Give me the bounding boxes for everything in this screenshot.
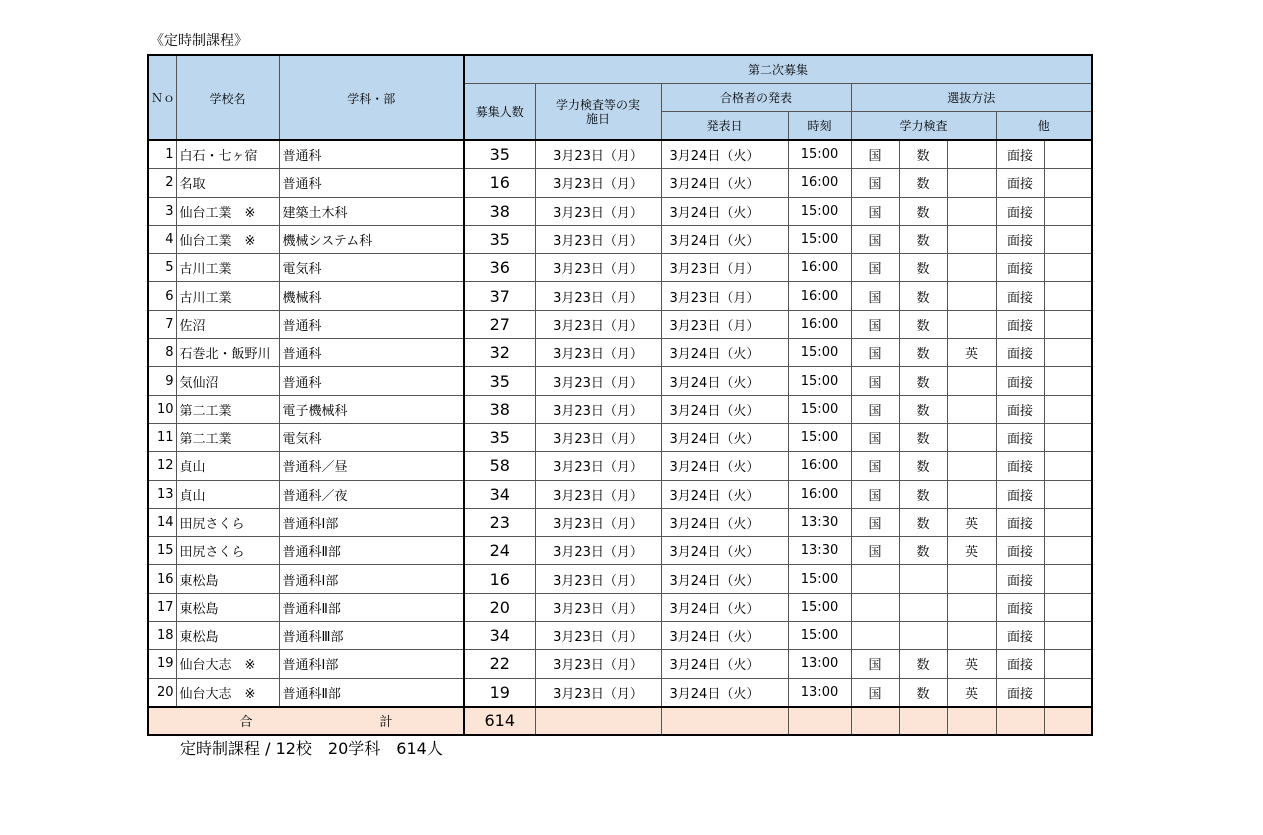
other-method: 面接: [996, 395, 1044, 423]
school-name: 名取: [176, 169, 279, 197]
empty-cell: [1044, 169, 1092, 197]
table-row: [148, 593, 1092, 621]
row-no: 20: [148, 678, 176, 707]
subject-english: [947, 565, 996, 593]
other-method: 面接: [996, 339, 1044, 367]
subject-math: 数: [899, 225, 947, 253]
capacity: 16: [464, 565, 535, 593]
empty-cell: [661, 707, 788, 735]
row-no: 14: [148, 508, 176, 536]
announce-date: 3月24日（火）: [661, 395, 788, 423]
table-row: [148, 480, 1092, 508]
capacity: 35: [464, 225, 535, 253]
announce-time: 15:00: [788, 593, 851, 621]
department: 電気科: [279, 423, 464, 451]
empty-cell: [1044, 423, 1092, 451]
other-method: 面接: [996, 225, 1044, 253]
row-no: 6: [148, 282, 176, 310]
subject-english: [947, 254, 996, 282]
exam-date: 3月23日（月）: [535, 310, 661, 338]
subject-english: [947, 169, 996, 197]
school-name: 貞山: [176, 452, 279, 480]
other-method: 面接: [996, 622, 1044, 650]
subject-japanese: 国: [851, 537, 899, 565]
department: 機械科: [279, 282, 464, 310]
table-row: [148, 197, 1092, 225]
school-name: 佐沼: [176, 310, 279, 338]
subject-japanese: [851, 565, 899, 593]
capacity: 35: [464, 140, 535, 169]
capacity: 27: [464, 310, 535, 338]
other-method: 面接: [996, 254, 1044, 282]
subject-english: [947, 367, 996, 395]
subject-english: [947, 622, 996, 650]
subject-math: [899, 622, 947, 650]
announce-time: 16:00: [788, 452, 851, 480]
empty-cell: [1044, 480, 1092, 508]
subject-japanese: 国: [851, 282, 899, 310]
empty-cell: [1044, 593, 1092, 621]
section-title: 《定時制課程》: [150, 33, 248, 49]
subject-math: 数: [899, 537, 947, 565]
subject-math: 数: [899, 197, 947, 225]
announce-date: 3月24日（火）: [661, 197, 788, 225]
table-row: [148, 622, 1092, 650]
subject-japanese: 国: [851, 339, 899, 367]
table-row: [148, 508, 1092, 536]
subject-math: 数: [899, 169, 947, 197]
subject-japanese: 国: [851, 480, 899, 508]
total-row: [148, 707, 1092, 735]
header-academic-exam: 学力検査: [851, 112, 996, 141]
row-no: 17: [148, 593, 176, 621]
subject-math: 数: [899, 339, 947, 367]
subject-math: 数: [899, 140, 947, 169]
empty-cell: [1044, 140, 1092, 169]
capacity: 22: [464, 650, 535, 678]
subject-english: 英: [947, 537, 996, 565]
empty-cell: [788, 707, 851, 735]
header-selection-method: 選抜方法: [851, 84, 1092, 112]
row-no: 11: [148, 423, 176, 451]
subject-japanese: 国: [851, 367, 899, 395]
announce-time: 15:00: [788, 225, 851, 253]
empty-cell: [1044, 537, 1092, 565]
exam-date: 3月23日（月）: [535, 367, 661, 395]
exam-date: 3月23日（月）: [535, 480, 661, 508]
subject-english: [947, 452, 996, 480]
capacity: 38: [464, 395, 535, 423]
other-method: 面接: [996, 678, 1044, 707]
school-name: 仙台工業 ※: [176, 225, 279, 253]
announce-time: 16:00: [788, 254, 851, 282]
capacity: 34: [464, 622, 535, 650]
department: 普通科Ⅱ部: [279, 537, 464, 565]
subject-math: 数: [899, 310, 947, 338]
capacity: 32: [464, 339, 535, 367]
header-other: 他: [996, 112, 1092, 141]
announce-date: 3月24日（火）: [661, 678, 788, 707]
school-name: 古川工業: [176, 282, 279, 310]
other-method: 面接: [996, 537, 1044, 565]
row-no: 7: [148, 310, 176, 338]
announce-date: 3月24日（火）: [661, 140, 788, 169]
department: 普通科: [279, 169, 464, 197]
capacity: 36: [464, 254, 535, 282]
school-name: 第二工業: [176, 395, 279, 423]
exam-date: 3月23日（月）: [535, 678, 661, 707]
capacity: 37: [464, 282, 535, 310]
subject-japanese: [851, 622, 899, 650]
subject-japanese: 国: [851, 310, 899, 338]
department: 普通科Ⅲ部: [279, 622, 464, 650]
row-no: 9: [148, 367, 176, 395]
school-name: 田尻さくら: [176, 537, 279, 565]
subject-math: 数: [899, 423, 947, 451]
row-no: 16: [148, 565, 176, 593]
empty-cell: [1044, 650, 1092, 678]
row-no: 12: [148, 452, 176, 480]
row-no: 10: [148, 395, 176, 423]
subject-math: 数: [899, 395, 947, 423]
recruitment-table: [147, 54, 1093, 736]
announce-date: 3月24日（火）: [661, 593, 788, 621]
empty-cell: [1044, 225, 1092, 253]
announce-date: 3月24日（火）: [661, 339, 788, 367]
subject-math: [899, 593, 947, 621]
exam-date: 3月23日（月）: [535, 423, 661, 451]
exam-date: 3月23日（月）: [535, 254, 661, 282]
empty-cell: [899, 707, 947, 735]
table-row: [148, 225, 1092, 253]
subject-math: 数: [899, 508, 947, 536]
subject-english: [947, 310, 996, 338]
capacity: 20: [464, 593, 535, 621]
capacity: 16: [464, 169, 535, 197]
exam-date: 3月23日（月）: [535, 225, 661, 253]
announce-time: 13:00: [788, 678, 851, 707]
table-row: [148, 678, 1092, 707]
table-row: [148, 339, 1092, 367]
announce-date: 3月24日（火）: [661, 225, 788, 253]
other-method: 面接: [996, 508, 1044, 536]
table-row: [148, 565, 1092, 593]
other-method: 面接: [996, 169, 1044, 197]
school-name: 貞山: [176, 480, 279, 508]
exam-date: 3月23日（月）: [535, 593, 661, 621]
subject-english: [947, 225, 996, 253]
other-method: 面接: [996, 140, 1044, 169]
department: 普通科／昼: [279, 452, 464, 480]
department: 普通科／夜: [279, 480, 464, 508]
summary-text: 定時制課程 / 12校 20学科 614人: [180, 739, 443, 758]
subject-english: [947, 423, 996, 451]
capacity: 24: [464, 537, 535, 565]
school-name: 古川工業: [176, 254, 279, 282]
other-method: 面接: [996, 565, 1044, 593]
subject-math: 数: [899, 678, 947, 707]
school-name: 石巻北・飯野川: [176, 339, 279, 367]
exam-date: 3月23日（月）: [535, 169, 661, 197]
table-row: [148, 310, 1092, 338]
department: 普通科: [279, 310, 464, 338]
department: 普通科Ⅱ部: [279, 678, 464, 707]
department: 普通科: [279, 140, 464, 169]
row-no: 15: [148, 537, 176, 565]
announce-time: 16:00: [788, 282, 851, 310]
subject-math: 数: [899, 452, 947, 480]
announce-date: 3月24日（火）: [661, 565, 788, 593]
header-no: Ｎｏ: [148, 55, 176, 140]
announce-date: 3月24日（火）: [661, 452, 788, 480]
row-no: 5: [148, 254, 176, 282]
capacity: 23: [464, 508, 535, 536]
subject-math: 数: [899, 650, 947, 678]
subject-japanese: [851, 593, 899, 621]
subject-english: [947, 282, 996, 310]
school-name: 白石・七ヶ宿: [176, 140, 279, 169]
department: 普通科: [279, 367, 464, 395]
empty-cell: [1044, 452, 1092, 480]
school-name: 仙台大志 ※: [176, 650, 279, 678]
header-dept: 学科・部: [279, 55, 464, 140]
announce-date: 3月24日（火）: [661, 367, 788, 395]
row-no: 4: [148, 225, 176, 253]
department: 建築土木科: [279, 197, 464, 225]
subject-english: [947, 197, 996, 225]
department: 普通科Ⅰ部: [279, 565, 464, 593]
announce-time: 16:00: [788, 310, 851, 338]
subject-math: 数: [899, 282, 947, 310]
school-name: 田尻さくら: [176, 508, 279, 536]
subject-japanese: 国: [851, 452, 899, 480]
row-no: 13: [148, 480, 176, 508]
total-label: [148, 707, 464, 735]
subject-english: [947, 395, 996, 423]
table-row: [148, 395, 1092, 423]
empty-cell: [1044, 367, 1092, 395]
subject-japanese: 国: [851, 650, 899, 678]
empty-cell: [1044, 622, 1092, 650]
empty-cell: [1044, 678, 1092, 707]
subject-japanese: 国: [851, 140, 899, 169]
exam-date: 3月23日（月）: [535, 140, 661, 169]
other-method: 面接: [996, 282, 1044, 310]
exam-date: 3月23日（月）: [535, 565, 661, 593]
department: 電気科: [279, 254, 464, 282]
row-no: 19: [148, 650, 176, 678]
total-value: 614: [464, 707, 535, 735]
announce-time: 13:00: [788, 650, 851, 678]
department: 普通科Ⅱ部: [279, 593, 464, 621]
capacity: 38: [464, 197, 535, 225]
other-method: 面接: [996, 650, 1044, 678]
capacity: 35: [464, 367, 535, 395]
empty-cell: [1044, 508, 1092, 536]
other-method: 面接: [996, 480, 1044, 508]
subject-math: 数: [899, 254, 947, 282]
announce-date: 3月23日（月）: [661, 282, 788, 310]
subject-japanese: 国: [851, 395, 899, 423]
department: 普通科: [279, 339, 464, 367]
empty-cell: [1044, 282, 1092, 310]
capacity: 19: [464, 678, 535, 707]
school-name: 気仙沼: [176, 367, 279, 395]
row-no: 18: [148, 622, 176, 650]
empty-cell: [1044, 197, 1092, 225]
announce-time: 13:30: [788, 537, 851, 565]
subject-english: 英: [947, 339, 996, 367]
empty-cell: [1044, 339, 1092, 367]
department: 普通科Ⅰ部: [279, 508, 464, 536]
exam-date: 3月23日（月）: [535, 622, 661, 650]
total-label-2: 計: [379, 715, 393, 731]
school-name: 東松島: [176, 565, 279, 593]
subject-english: [947, 480, 996, 508]
announce-date: 3月24日（火）: [661, 480, 788, 508]
empty-cell: [851, 707, 899, 735]
subject-japanese: 国: [851, 678, 899, 707]
announce-date: 3月24日（火）: [661, 508, 788, 536]
header-second-recruitment: 第二次募集: [464, 55, 1092, 84]
header-capacity: 募集人数: [464, 84, 535, 141]
subject-english: 英: [947, 650, 996, 678]
subject-japanese: 国: [851, 423, 899, 451]
table-row: [148, 423, 1092, 451]
row-no: 1: [148, 140, 176, 169]
capacity: 35: [464, 423, 535, 451]
announce-date: 3月23日（月）: [661, 310, 788, 338]
exam-date: 3月23日（月）: [535, 282, 661, 310]
announce-date: 3月23日（月）: [661, 254, 788, 282]
announce-time: 15:00: [788, 339, 851, 367]
announce-time: 15:00: [788, 565, 851, 593]
empty-cell: [996, 707, 1044, 735]
empty-cell: [947, 707, 996, 735]
table-row: [148, 537, 1092, 565]
subject-japanese: 国: [851, 197, 899, 225]
capacity: 34: [464, 480, 535, 508]
exam-date: 3月23日（月）: [535, 197, 661, 225]
other-method: 面接: [996, 593, 1044, 621]
header-announcement: 合格者の発表: [661, 84, 851, 112]
empty-cell: [1044, 395, 1092, 423]
announce-date: 3月24日（火）: [661, 622, 788, 650]
total-label-1: 合: [239, 715, 253, 731]
announce-time: 15:00: [788, 395, 851, 423]
announce-date: 3月24日（火）: [661, 650, 788, 678]
subject-japanese: 国: [851, 254, 899, 282]
exam-date: 3月23日（月）: [535, 650, 661, 678]
exam-date: 3月23日（月）: [535, 339, 661, 367]
header-announce-date: 発表日: [661, 112, 788, 141]
subject-english: [947, 140, 996, 169]
announce-time: 16:00: [788, 480, 851, 508]
table-row: [148, 367, 1092, 395]
subject-english: 英: [947, 678, 996, 707]
announce-time: 15:00: [788, 197, 851, 225]
department: 機械システム科: [279, 225, 464, 253]
school-name: 第二工業: [176, 423, 279, 451]
header-announce-time: 時刻: [788, 112, 851, 141]
empty-cell: [1044, 254, 1092, 282]
table-row: [148, 169, 1092, 197]
empty-cell: [535, 707, 661, 735]
empty-cell: [1044, 565, 1092, 593]
announce-time: 15:00: [788, 367, 851, 395]
subject-english: 英: [947, 508, 996, 536]
announce-time: 16:00: [788, 169, 851, 197]
announce-time: 13:30: [788, 508, 851, 536]
other-method: 面接: [996, 452, 1044, 480]
header-exam-date: 学力検査等の実施日: [535, 84, 661, 141]
other-method: 面接: [996, 367, 1044, 395]
school-name: 東松島: [176, 622, 279, 650]
school-name: 仙台工業 ※: [176, 197, 279, 225]
table-row: [148, 282, 1092, 310]
subject-math: [899, 565, 947, 593]
subject-english: [947, 593, 996, 621]
table-row: [148, 140, 1092, 169]
other-method: 面接: [996, 197, 1044, 225]
school-name: 東松島: [176, 593, 279, 621]
subject-japanese: 国: [851, 169, 899, 197]
row-no: 8: [148, 339, 176, 367]
school-name: 仙台大志 ※: [176, 678, 279, 707]
row-no: 2: [148, 169, 176, 197]
department: 電子機械科: [279, 395, 464, 423]
table-row: [148, 254, 1092, 282]
announce-date: 3月24日（火）: [661, 169, 788, 197]
announce-time: 15:00: [788, 140, 851, 169]
subject-japanese: 国: [851, 508, 899, 536]
exam-date: 3月23日（月）: [535, 452, 661, 480]
exam-date: 3月23日（月）: [535, 508, 661, 536]
other-method: 面接: [996, 310, 1044, 338]
subject-japanese: 国: [851, 225, 899, 253]
other-method: 面接: [996, 423, 1044, 451]
header-school: 学校名: [176, 55, 279, 140]
department: 普通科Ⅰ部: [279, 650, 464, 678]
row-no: 3: [148, 197, 176, 225]
subject-math: 数: [899, 367, 947, 395]
subject-math: 数: [899, 480, 947, 508]
announce-date: 3月24日（火）: [661, 423, 788, 451]
table-row: [148, 650, 1092, 678]
exam-date: 3月23日（月）: [535, 395, 661, 423]
empty-cell: [1044, 310, 1092, 338]
empty-cell: [1044, 707, 1092, 735]
announce-time: 15:00: [788, 423, 851, 451]
announce-date: 3月24日（火）: [661, 537, 788, 565]
table-row: [148, 452, 1092, 480]
exam-date: 3月23日（月）: [535, 537, 661, 565]
announce-time: 15:00: [788, 622, 851, 650]
capacity: 58: [464, 452, 535, 480]
